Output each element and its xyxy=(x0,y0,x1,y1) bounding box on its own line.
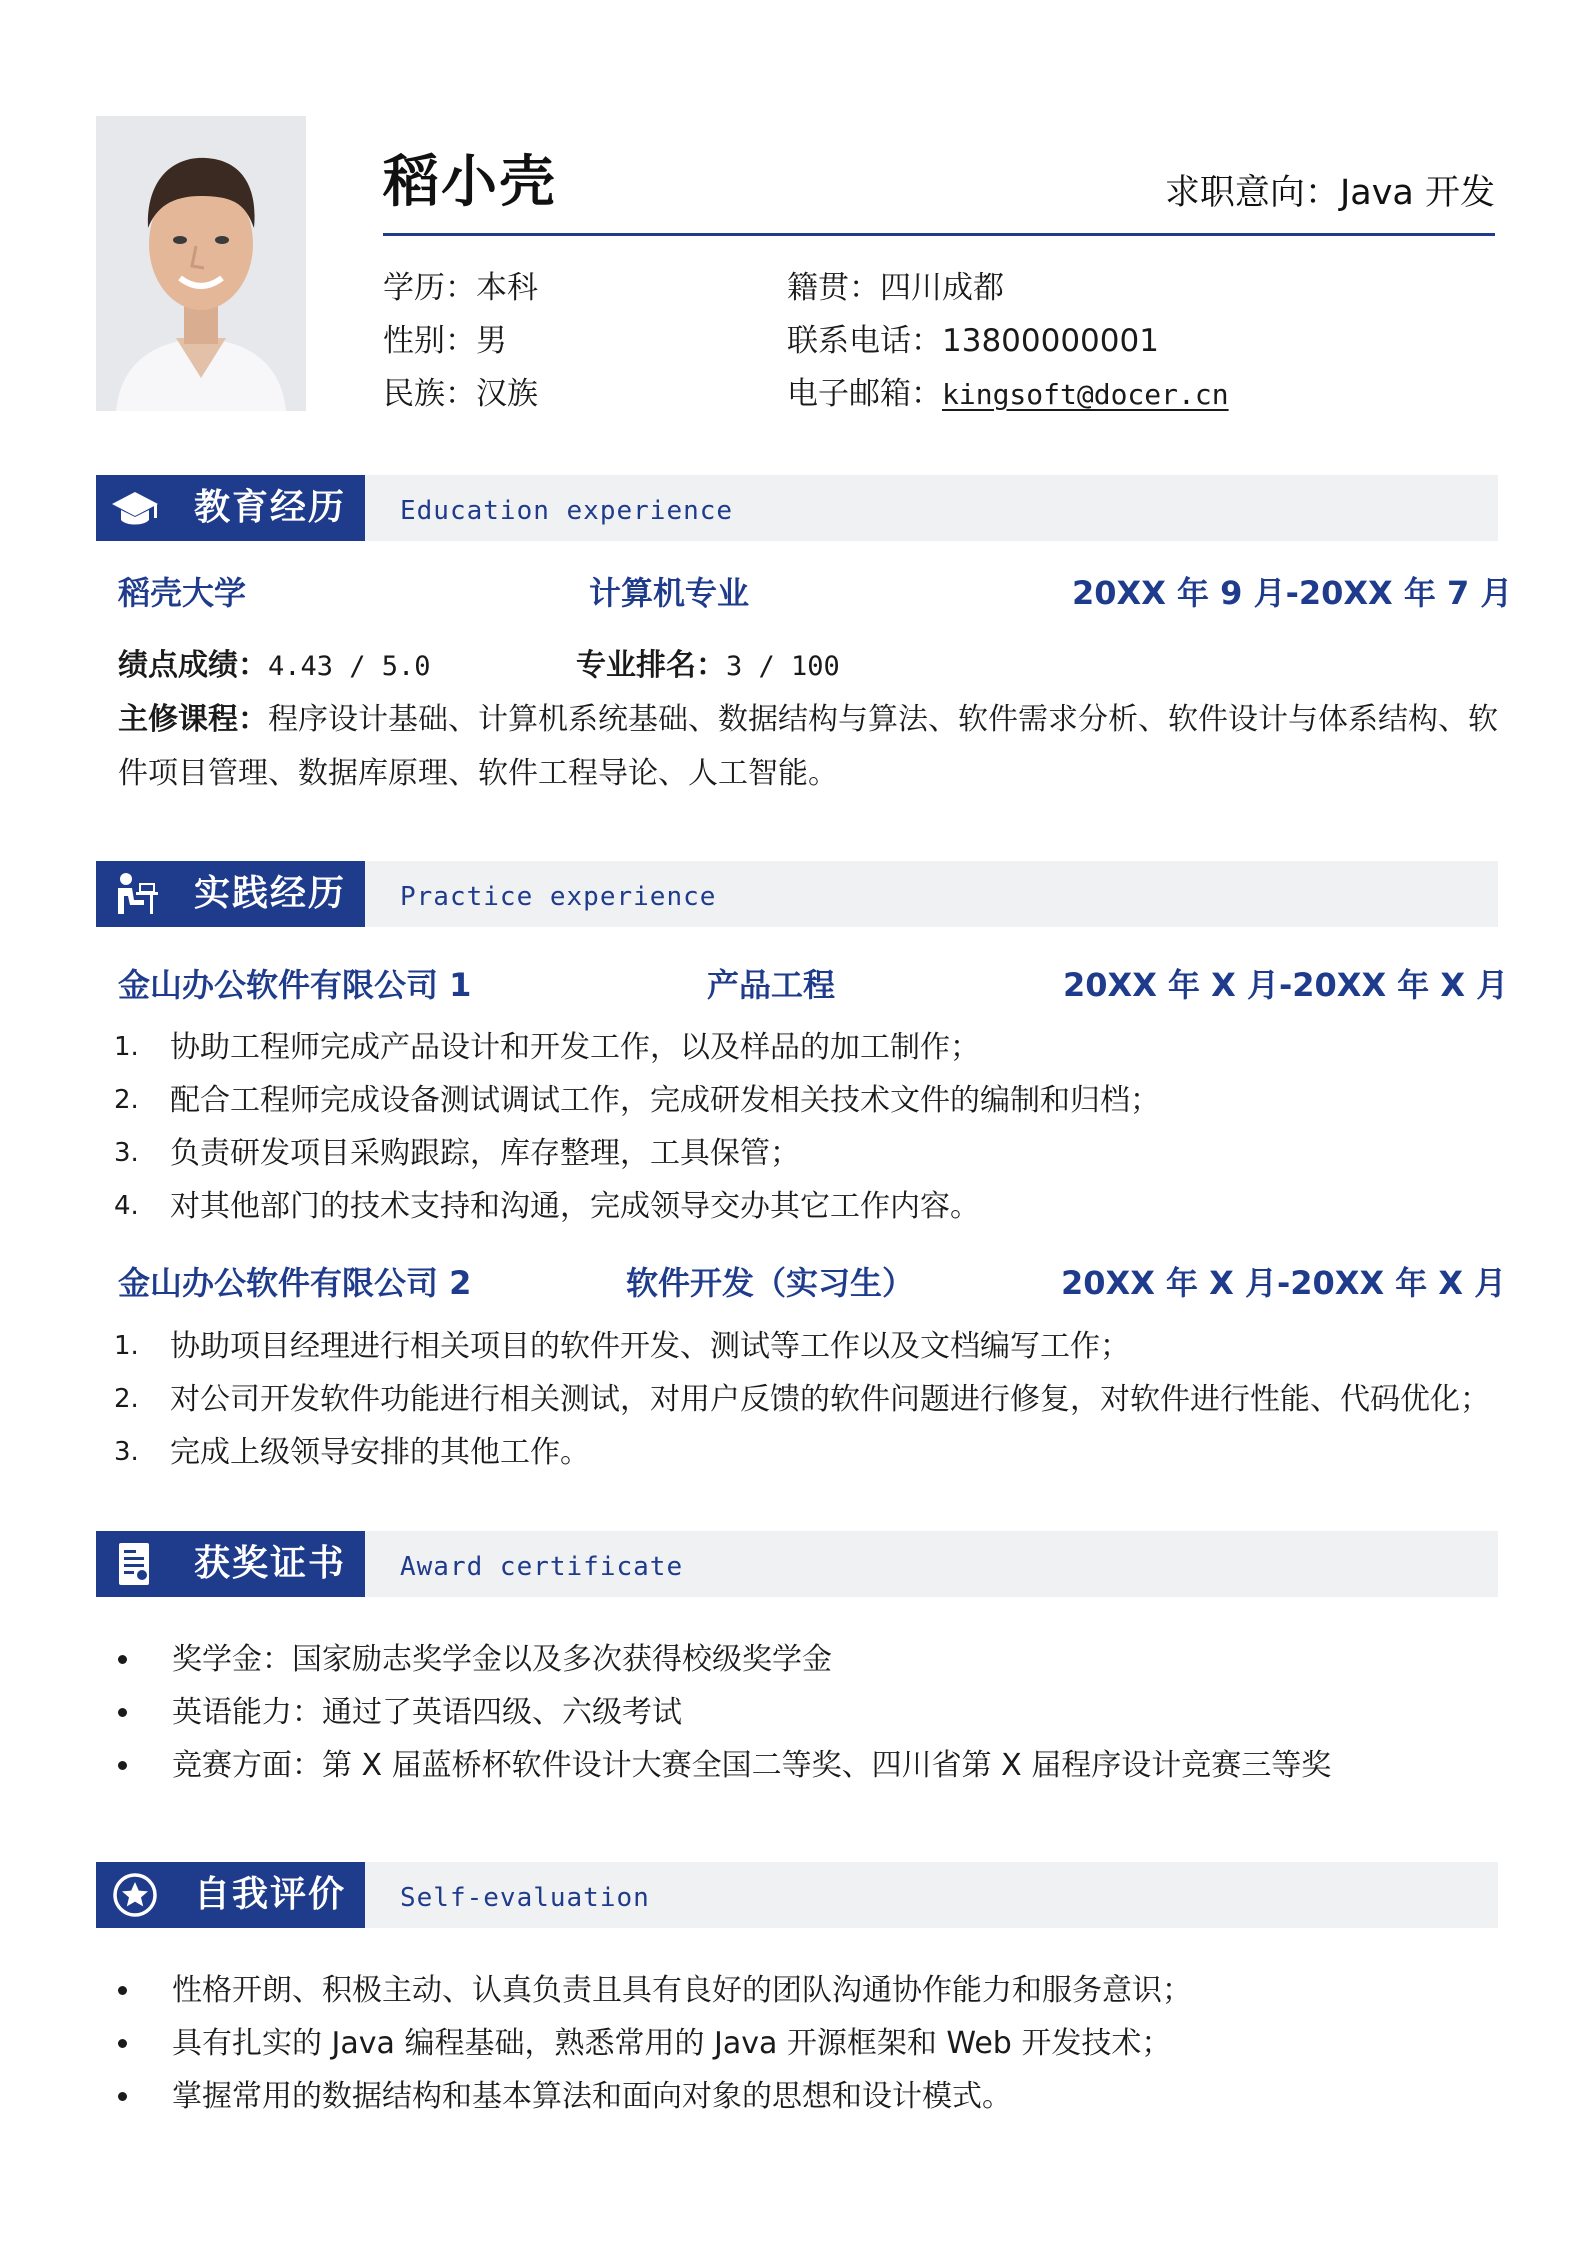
section-title-box xyxy=(96,1862,365,1928)
info-label: 电子邮箱： xyxy=(787,376,942,412)
courses-text-1: 程序设计基础、计算机系统基础、数据结构与算法、软件需求分析、软件设计与体系结构、软 xyxy=(268,702,1498,737)
section-header-awards xyxy=(96,1531,1498,1597)
list-item xyxy=(172,2070,1192,2123)
item-text: 性格开朗、积极主动、认真负责且具有良好的团队沟通协作能力和服务意识； xyxy=(172,1973,1192,2008)
list-item xyxy=(172,1633,1331,1686)
self-evaluation-list xyxy=(172,1964,1192,2123)
list-item xyxy=(172,2017,1192,2070)
bullet-icon xyxy=(118,1708,127,1717)
courses xyxy=(118,693,1498,801)
graduation-cap-icon xyxy=(110,484,160,532)
item-text: 竞赛方面：第 X 届蓝桥杯软件设计大赛全国二等奖、四川省第 X 届程序设计竞赛三等奖 xyxy=(172,1748,1332,1783)
major-name: 计算机专业 xyxy=(589,574,750,612)
list-item xyxy=(114,1426,1490,1479)
section-title: 获奖证书 xyxy=(194,1543,347,1584)
info-hometown xyxy=(787,266,1004,310)
info-value: 男 xyxy=(476,323,507,359)
item-number: 1. xyxy=(114,1032,139,1062)
bullet-icon xyxy=(118,2039,127,2048)
info-label: 性别： xyxy=(383,323,476,359)
school-name: 稻壳大学 xyxy=(118,574,247,612)
list-item xyxy=(172,1739,1331,1792)
item-text: 对公司开发软件功能进行相关测试，对用户反馈的软件问题进行修复，对软件进行性能、代码优化； xyxy=(170,1382,1490,1417)
section-title-en: Practice experience xyxy=(400,882,717,912)
education-period: 20XX 年 9 月-20XX 年 7 月 xyxy=(1072,574,1513,612)
star-badge-icon xyxy=(110,1871,160,1919)
job-2-duties xyxy=(114,1320,1490,1479)
rank-line xyxy=(576,639,840,694)
info-label: 民族： xyxy=(383,376,476,412)
gpa-label: 绩点成绩： xyxy=(118,648,268,683)
section-title: 教育经历 xyxy=(194,487,347,528)
section-title: 自我评价 xyxy=(194,1874,347,1915)
item-text: 协助项目经理进行相关项目的软件开发、测试等工作以及文档编写工作； xyxy=(170,1329,1130,1364)
item-text: 奖学金：国家励志奖学金以及多次获得校级奖学金 xyxy=(172,1642,832,1677)
info-phone xyxy=(787,319,1159,363)
info-value: 四川成都 xyxy=(880,270,1004,306)
item-text: 对其他部门的技术支持和沟通，完成领导交办其它工作内容。 xyxy=(170,1189,980,1224)
list-item xyxy=(172,1964,1192,2017)
section-header-self-evaluation xyxy=(96,1862,1498,1928)
item-text: 具有扎实的 Java 编程基础，熟悉常用的 Java 开源框架和 Web 开发技术； xyxy=(172,2026,1172,2061)
courses-label: 主修课程： xyxy=(118,702,268,737)
section-title-en: Award certificate xyxy=(400,1552,684,1582)
certificate-icon xyxy=(110,1540,160,1588)
list-item xyxy=(114,1127,1160,1180)
list-item xyxy=(114,1320,1490,1373)
job-intent xyxy=(1165,168,1495,218)
section-title-box xyxy=(96,475,365,541)
info-gender xyxy=(383,319,507,363)
job-intent-label: 求职意向： xyxy=(1164,173,1340,213)
job-1-role: 产品工程 xyxy=(707,966,836,1004)
section-header-practice xyxy=(96,861,1498,927)
rank-label: 专业排名： xyxy=(576,648,726,683)
gpa-line xyxy=(118,639,431,694)
list-item xyxy=(114,1180,1160,1233)
list-item xyxy=(114,1373,1490,1426)
info-label: 籍贯： xyxy=(787,270,880,306)
item-number: 2. xyxy=(114,1085,139,1115)
section-title-box xyxy=(96,861,365,927)
item-text: 完成上级领导安排的其他工作。 xyxy=(170,1435,590,1470)
info-value: 13800000001 xyxy=(942,323,1159,359)
item-text: 配合工程师完成设备测试调试工作，完成研发相关技术文件的编制和归档； xyxy=(170,1083,1160,1118)
item-text: 掌握常用的数据结构和基本算法和面向对象的思想和设计模式。 xyxy=(172,2079,1012,2114)
section-title-en: Education experience xyxy=(400,496,734,526)
job-2-role: 软件开发（实习生） xyxy=(626,1264,915,1302)
section-title: 实践经历 xyxy=(194,873,347,914)
profile-photo xyxy=(96,116,306,411)
rank-value: 3 / 100 xyxy=(726,651,840,682)
section-title-box xyxy=(96,1531,365,1597)
job-intent-value: Java 开发 xyxy=(1339,173,1495,213)
person-portrait-icon xyxy=(96,116,306,411)
bullet-icon xyxy=(118,1986,127,1995)
section-header-education xyxy=(96,475,1498,541)
gpa-value: 4.43 / 5.0 xyxy=(268,651,431,682)
list-item xyxy=(114,1074,1160,1127)
item-number: 4. xyxy=(114,1191,139,1221)
item-text: 负责研发项目采购跟踪，库存整理，工具保管； xyxy=(170,1136,800,1171)
courses-text-2: 件项目管理、数据库原理、软件工程导论、人工智能。 xyxy=(118,756,838,791)
info-value: 汉族 xyxy=(476,376,538,412)
courses-line-1 xyxy=(118,693,1498,747)
candidate-name: 稻小壳 xyxy=(383,150,557,215)
person-at-desk-icon xyxy=(110,870,160,918)
item-text: 英语能力：通过了英语四级、六级考试 xyxy=(172,1695,682,1730)
item-number: 1. xyxy=(114,1331,139,1361)
info-value: 本科 xyxy=(476,270,538,306)
item-text: 协助工程师完成产品设计和开发工作，以及样品的加工制作； xyxy=(170,1030,980,1065)
info-label: 学历： xyxy=(383,270,476,306)
bullet-icon xyxy=(118,1655,127,1664)
info-education-level xyxy=(383,266,538,310)
list-item xyxy=(114,1021,1160,1074)
job-2-period: 20XX 年 X 月-20XX 年 X 月 xyxy=(1061,1264,1507,1302)
job-2-company: 金山办公软件有限公司 2 xyxy=(118,1264,472,1302)
item-number: 3. xyxy=(114,1138,139,1168)
job-1-period: 20XX 年 X 月-20XX 年 X 月 xyxy=(1063,966,1509,1004)
info-ethnicity xyxy=(383,372,538,416)
info-email xyxy=(787,372,1229,417)
info-label: 联系电话： xyxy=(787,323,942,359)
bullet-icon xyxy=(118,2092,127,2101)
header-divider xyxy=(383,233,1495,236)
awards-list xyxy=(172,1633,1331,1792)
item-number: 3. xyxy=(114,1437,139,1467)
email-link[interactable]: kingsoft@docer.cn xyxy=(942,378,1229,411)
job-1-duties xyxy=(114,1021,1160,1233)
bullet-icon xyxy=(118,1761,127,1770)
job-1-company: 金山办公软件有限公司 1 xyxy=(118,966,472,1004)
item-number: 2. xyxy=(114,1384,139,1414)
list-item xyxy=(172,1686,1331,1739)
section-title-en: Self-evaluation xyxy=(400,1883,650,1913)
